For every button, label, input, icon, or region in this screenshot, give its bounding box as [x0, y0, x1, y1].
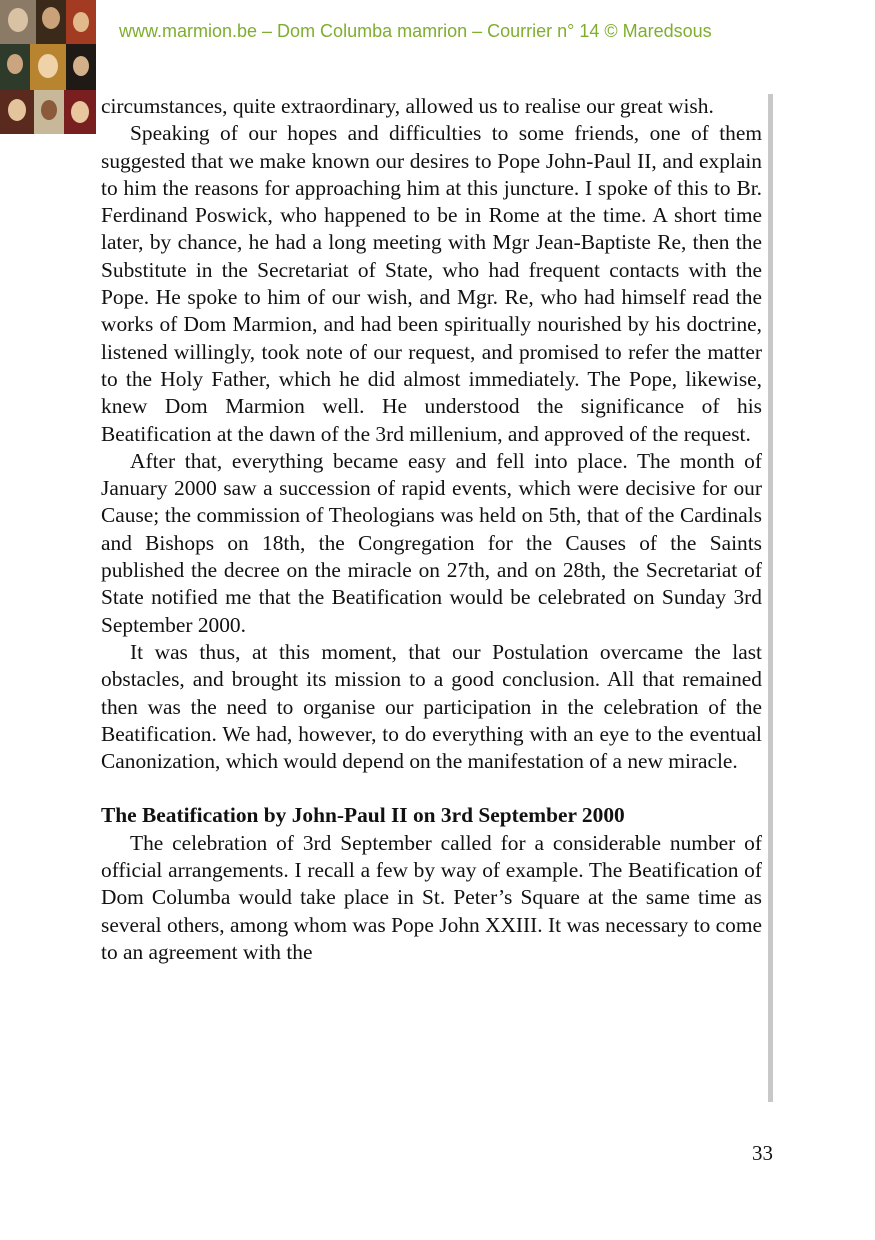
paragraph: circumstances, quite extraordinary, allowed us to realise our great wish.	[101, 94, 714, 118]
portrait-collage-image	[0, 0, 96, 134]
paragraph: After that, everything became easy and fell into place. The month of January 2000 saw a succession of rapid events, which were decisive for our Cause; the commission of Theologians was held on 5th, that of the Cardinals and Bishops on 18th, the Congregation for the Causes of the Saints published the decree on the miracle on 27th, and on 28th, the Secretariat of State notified me that the Beatification would be celebrated on Sunday 3rd September 2000.	[101, 448, 762, 637]
paragraph: It was thus, at this moment, that our Postulation overcame the last obstacles, and brought its mission to a good conclusion. All that remained then was the need to organise our participation in the celebration of the Beatification. We had, however, to do everything with an eye to the eventual Canonization, which would depend on the manifestation of a new miracle.	[101, 639, 762, 774]
portrait-collage-icon	[0, 0, 96, 134]
margin-rule	[768, 94, 773, 1102]
section-heading: The Beatification by John-Paul II on 3rd September 2000	[101, 803, 625, 828]
paragraph: Speaking of our hopes and difficulties to some friends, one of them suggested that we make known our desires to Pope John-Paul II, and explain to him the reasons for approaching him at this juncture. I spoke of this to Br. Ferdinand Poswick, who happened to be in Rome at the time. A short time later, by chance, he had a long meeting with Mgr Jean-Baptiste Re, then the Substitute in the Secretariat of State, who had frequent contacts with the Pope. He spoke to him of our wish, and Mgr. Re, who had himself read the works of Dom Marmion, and had been spiritually nourished by his doctrine, listened willingly, took note of our request, and promised to refer the matter to the Holy Father, which he did almost immediately. The Pope, likewise, knew Dom Marmion well. He understood the significance of his Beatification at the dawn of the 3rd millenium, and approved of the request.	[101, 121, 762, 446]
paragraph: The celebration of 3rd September called for a considerable number of official arrangements. I recall a few by way of example. The Beatification of Dom Columba would take place in St. Peter’s Square at the same time as several others, among whom was Pope John XXIII. It was necessary to come to an agreement with the	[101, 830, 762, 964]
page-number: 33	[752, 1141, 773, 1165]
page-body	[101, 93, 762, 966]
running-header: www.marmion.be – Dom Columba mamrion – Courrier n° 14 © Maredsous	[119, 21, 712, 41]
